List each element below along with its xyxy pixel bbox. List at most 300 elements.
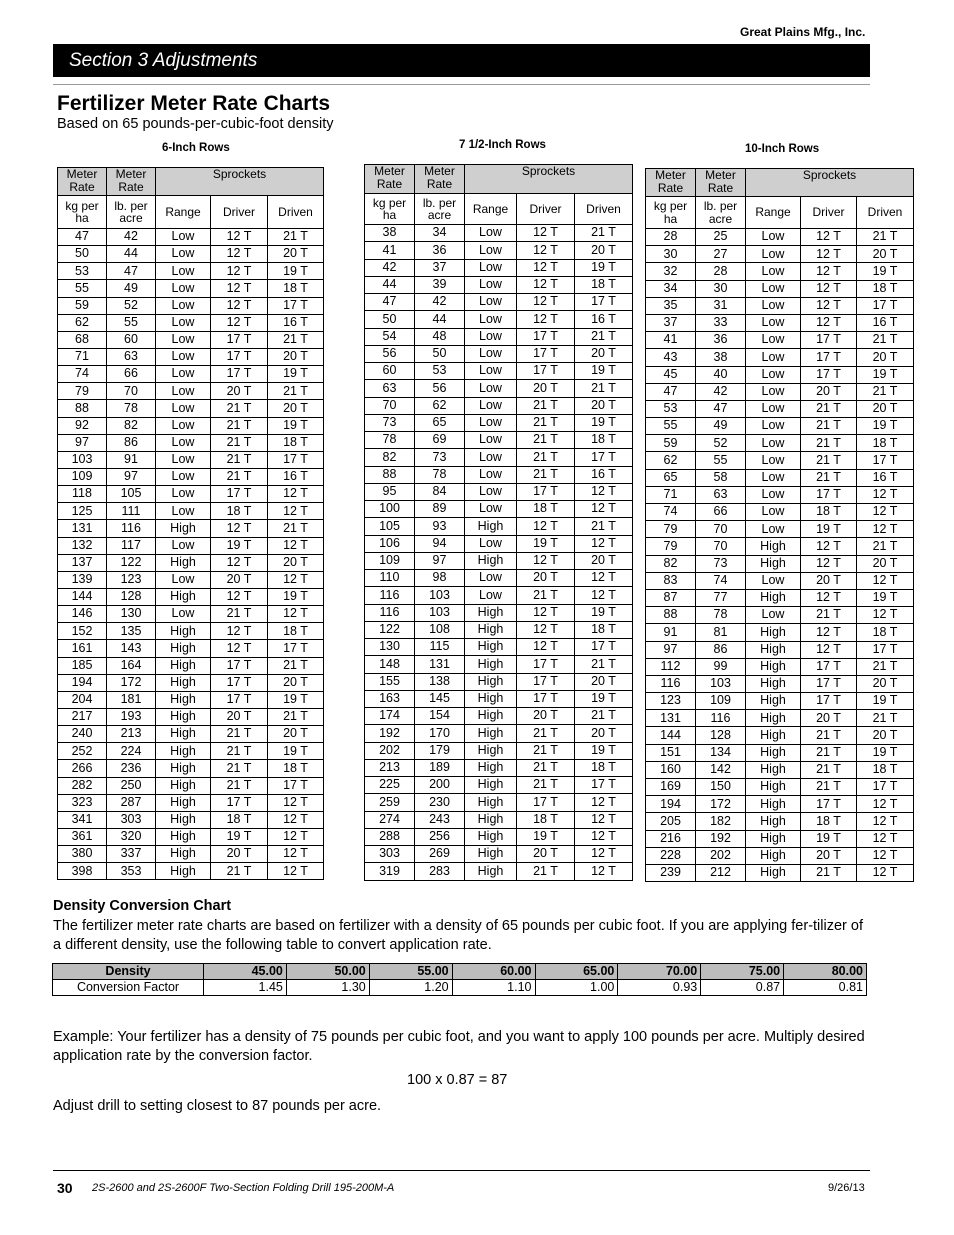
table-row <box>365 777 633 794</box>
lb-per-acre-cell: 44 <box>415 311 465 328</box>
lb-per-acre-cell: 172 <box>107 674 156 691</box>
lb-per-acre-cell: 138 <box>415 673 465 690</box>
driven-header: Driven <box>575 194 633 225</box>
table-row <box>646 314 914 331</box>
lb-per-acre-cell: 154 <box>415 708 465 725</box>
table-row <box>646 469 914 486</box>
kg-per-ha-cell: 42 <box>365 259 415 276</box>
driven-cell: 21 T <box>268 708 324 725</box>
table-row <box>365 259 633 276</box>
driver-cell: 12 T <box>211 263 268 280</box>
driven-cell: 20 T <box>575 725 633 742</box>
driver-cell: 17 T <box>801 486 857 503</box>
driver-cell: 17 T <box>801 693 857 710</box>
table-row <box>365 759 633 776</box>
driver-cell: 21 T <box>801 400 857 417</box>
range-cell: Low <box>156 417 211 434</box>
driver-cell: 12 T <box>517 276 575 293</box>
range-cell: High <box>746 830 801 847</box>
driven-cell: 20 T <box>268 246 324 263</box>
lb-per-acre-cell: 130 <box>107 606 156 623</box>
driven-cell: 18 T <box>575 621 633 638</box>
kg-per-ha-cell: 59 <box>646 435 696 452</box>
driven-cell: 20 T <box>268 348 324 365</box>
range-cell: Low <box>465 345 517 362</box>
driver-cell: 12 T <box>517 242 575 259</box>
table-row <box>646 555 914 572</box>
kg-per-ha-cell: 74 <box>646 504 696 521</box>
conversion-factor-value: 1.00 <box>535 980 618 996</box>
driver-cell: 17 T <box>517 363 575 380</box>
range-cell: Low <box>156 468 211 485</box>
page-number: 30 <box>57 1180 73 1196</box>
range-cell: Low <box>156 486 211 503</box>
range-cell: Low <box>156 263 211 280</box>
kg-per-ha-cell: 155 <box>365 673 415 690</box>
driven-cell: 12 T <box>575 863 633 880</box>
example-equation: 100 x 0.87 = 87 <box>407 1072 508 1088</box>
range-cell: High <box>746 589 801 606</box>
lb-per-acre-cell: 256 <box>415 828 465 845</box>
range-cell: High <box>465 846 517 863</box>
density-value: 45.00 <box>204 964 287 980</box>
driven-cell: 19 T <box>857 418 914 435</box>
range-cell: Low <box>465 328 517 345</box>
kg-per-ha-cell: 151 <box>646 744 696 761</box>
range-cell: High <box>746 555 801 572</box>
table-row <box>58 246 324 263</box>
density-value: 75.00 <box>701 964 784 980</box>
kg-per-ha-cell: 79 <box>58 383 107 400</box>
driven-cell: 12 T <box>857 796 914 813</box>
lb-per-acre-cell: 70 <box>107 383 156 400</box>
driver-cell: 12 T <box>211 520 268 537</box>
lb-per-acre-cell: 70 <box>696 538 746 555</box>
kg-per-ha-cell: 123 <box>646 693 696 710</box>
driven-cell: 12 T <box>268 606 324 623</box>
driven-cell: 12 T <box>268 811 324 828</box>
driver-cell: 17 T <box>211 348 268 365</box>
kg-per-ha-cell: 73 <box>365 414 415 431</box>
kg-per-ha-cell: 92 <box>58 417 107 434</box>
driver-cell: 17 T <box>211 794 268 811</box>
lb-per-acre-cell: 84 <box>415 483 465 500</box>
kg-per-ha-cell: 146 <box>58 606 107 623</box>
range-cell: Low <box>465 397 517 414</box>
kg-per-ha-cell: 78 <box>365 432 415 449</box>
driver-cell: 12 T <box>517 552 575 569</box>
lb-per-acre-cell: 303 <box>107 811 156 828</box>
kg-per-ha-cell: 74 <box>58 366 107 383</box>
kg-per-ha-cell: 38 <box>365 225 415 242</box>
driver-cell: 12 T <box>517 311 575 328</box>
header-rule <box>53 84 870 85</box>
kg-per-ha-cell: 60 <box>365 363 415 380</box>
kg-per-ha-cell: 303 <box>365 846 415 863</box>
lb-per-acre-cell: 283 <box>415 863 465 880</box>
driver-cell: 12 T <box>801 624 857 641</box>
lb-per-acre-cell: 181 <box>107 691 156 708</box>
driver-cell: 21 T <box>517 742 575 759</box>
table-row <box>365 846 633 863</box>
range-cell: Low <box>465 587 517 604</box>
sprockets-header: Sprockets <box>465 165 633 194</box>
lb-per-acre-cell: 42 <box>696 383 746 400</box>
lb-per-acre-cell: 224 <box>107 743 156 760</box>
lb-per-acre-cell: 86 <box>107 434 156 451</box>
lb-per-acre-cell: 192 <box>696 830 746 847</box>
driver-cell: 17 T <box>801 349 857 366</box>
driver-cell: 21 T <box>517 414 575 431</box>
table-row <box>646 400 914 417</box>
rate-table-7-5-inch <box>364 164 633 881</box>
driven-cell: 12 T <box>268 846 324 863</box>
driven-cell: 21 T <box>575 656 633 673</box>
driven-header: Driven <box>268 196 324 229</box>
section-header: Section 3 Adjustments <box>53 44 870 77</box>
lb-per-acre-cell: 55 <box>696 452 746 469</box>
kg-per-ha-cell: 130 <box>365 639 415 656</box>
lb-per-acre-cell: 73 <box>415 449 465 466</box>
kg-per-ha-cell: 217 <box>58 708 107 725</box>
kg-per-ha-cell: 118 <box>58 486 107 503</box>
table-row <box>646 572 914 589</box>
driven-cell: 20 T <box>575 242 633 259</box>
kg-per-ha-cell: 62 <box>58 314 107 331</box>
kg-per-ha-cell: 71 <box>58 348 107 365</box>
kg-per-ha-cell: 55 <box>646 418 696 435</box>
driver-cell: 12 T <box>517 604 575 621</box>
driver-cell: 19 T <box>211 537 268 554</box>
kg-per-ha-cell: 323 <box>58 794 107 811</box>
range-cell: Low <box>746 366 801 383</box>
kg-per-ha-cell: 32 <box>646 263 696 280</box>
driver-cell: 12 T <box>801 246 857 263</box>
table-row <box>646 813 914 830</box>
meter-rate-header: Meter Rate <box>696 169 746 197</box>
range-cell: Low <box>746 246 801 263</box>
lb-per-acre-cell: 33 <box>696 314 746 331</box>
driven-cell: 21 T <box>575 380 633 397</box>
kg-per-ha-cell: 144 <box>58 588 107 605</box>
kg-per-ha-cell: 160 <box>646 761 696 778</box>
range-cell: High <box>156 846 211 863</box>
page-subtitle: Based on 65 pounds-per-cubic-foot density <box>57 116 334 132</box>
kg-per-ha-cell: 112 <box>646 658 696 675</box>
conversion-factor-value: 0.87 <box>701 980 784 996</box>
kg-per-ha-cell: 380 <box>58 846 107 863</box>
table-row <box>58 863 324 880</box>
range-cell: High <box>746 710 801 727</box>
table-row <box>58 811 324 828</box>
driver-cell: 21 T <box>211 606 268 623</box>
kg-per-ha-cell: 116 <box>365 604 415 621</box>
driven-cell: 16 T <box>575 466 633 483</box>
table-row <box>58 846 324 863</box>
lb-per-acre-cell: 135 <box>107 623 156 640</box>
lb-per-acre-cell: 44 <box>107 246 156 263</box>
lb-per-acre-cell: 53 <box>415 363 465 380</box>
driven-cell: 17 T <box>857 779 914 796</box>
table-row <box>646 658 914 675</box>
kg-per-ha-cell: 194 <box>646 796 696 813</box>
lb-per-acre-cell: 170 <box>415 725 465 742</box>
table-row <box>58 400 324 417</box>
table-row <box>365 535 633 552</box>
document-title: 2S-2600 and 2S-2600F Two-Section Folding Drill 195-200M-A <box>92 1182 395 1194</box>
range-cell: High <box>156 794 211 811</box>
driven-cell: 17 T <box>575 294 633 311</box>
density-row <box>53 964 867 980</box>
table-row <box>646 693 914 710</box>
range-cell: Low <box>465 294 517 311</box>
driver-cell: 12 T <box>801 314 857 331</box>
density-value: 60.00 <box>452 964 535 980</box>
lb-per-acre-cell: 77 <box>696 589 746 606</box>
driver-cell: 12 T <box>801 280 857 297</box>
table-row <box>58 623 324 640</box>
lb-per-acre-cell: 56 <box>415 380 465 397</box>
table-row <box>58 520 324 537</box>
kg-per-ha-cell: 174 <box>365 708 415 725</box>
driven-cell: 21 T <box>268 229 324 246</box>
table-row <box>646 383 914 400</box>
table-row <box>646 263 914 280</box>
kg-per-ha-cell: 47 <box>58 229 107 246</box>
lb-per-acre-cell: 69 <box>415 432 465 449</box>
table-row <box>58 828 324 845</box>
lb-per-acre-cell: 37 <box>415 259 465 276</box>
driven-cell: 18 T <box>857 435 914 452</box>
lb-per-acre-cell: 55 <box>107 314 156 331</box>
driver-cell: 12 T <box>211 246 268 263</box>
driver-cell: 21 T <box>517 863 575 880</box>
driver-cell: 12 T <box>517 621 575 638</box>
range-cell: High <box>746 538 801 555</box>
driven-cell: 18 T <box>268 623 324 640</box>
table-row <box>58 640 324 657</box>
range-cell: Low <box>465 276 517 293</box>
range-cell: High <box>746 847 801 864</box>
driven-cell: 19 T <box>268 743 324 760</box>
driver-cell: 19 T <box>517 828 575 845</box>
kg-per-ha-cell: 125 <box>58 503 107 520</box>
table-row <box>365 811 633 828</box>
driven-cell: 21 T <box>857 332 914 349</box>
range-cell: Low <box>156 297 211 314</box>
table-row <box>365 432 633 449</box>
lb-per-acre-cell: 103 <box>415 587 465 604</box>
driver-cell: 20 T <box>801 383 857 400</box>
range-cell: High <box>156 743 211 760</box>
driver-cell: 12 T <box>517 294 575 311</box>
range-cell: High <box>746 641 801 658</box>
driver-cell: 17 T <box>211 674 268 691</box>
kg-per-ha-cell: 109 <box>365 552 415 569</box>
driven-cell: 12 T <box>857 607 914 624</box>
kg-per-ha-cell: 100 <box>365 501 415 518</box>
table-row <box>646 675 914 692</box>
driver-cell: 21 T <box>801 469 857 486</box>
range-cell: Low <box>156 246 211 263</box>
table-row <box>58 486 324 503</box>
driven-cell: 19 T <box>268 263 324 280</box>
kg-per-ha-cell: 122 <box>365 621 415 638</box>
range-cell: High <box>156 708 211 725</box>
range-cell: Low <box>746 297 801 314</box>
kg-per-ha-cell: 109 <box>58 468 107 485</box>
driven-cell: 12 T <box>857 486 914 503</box>
driver-cell: 21 T <box>517 397 575 414</box>
lb-per-acre-cell: 117 <box>107 537 156 554</box>
kg-per-ha-cell: 161 <box>58 640 107 657</box>
kg-per-ha-cell: 169 <box>646 779 696 796</box>
driven-cell: 12 T <box>575 570 633 587</box>
driver-cell: 17 T <box>801 332 857 349</box>
driver-cell: 12 T <box>211 280 268 297</box>
lb-per-acre-cell: 65 <box>415 414 465 431</box>
table-row <box>365 725 633 742</box>
driver-cell: 21 T <box>801 779 857 796</box>
kg-per-ha-cell: 228 <box>646 847 696 864</box>
table-row <box>58 691 324 708</box>
range-header: Range <box>465 194 517 225</box>
lb-per-acre-cell: 99 <box>696 658 746 675</box>
lb-per-acre-cell: 47 <box>696 400 746 417</box>
meter-rate-header: Meter Rate <box>646 169 696 197</box>
table-title-7-5-inch: 7 1/2-Inch Rows <box>459 139 546 151</box>
range-cell: High <box>465 673 517 690</box>
lb-per-acre-cell: 134 <box>696 744 746 761</box>
driven-cell: 12 T <box>268 537 324 554</box>
driver-cell: 12 T <box>801 589 857 606</box>
sprockets-header: Sprockets <box>156 168 324 196</box>
kg-per-ha-cell: 152 <box>58 623 107 640</box>
driven-cell: 20 T <box>857 349 914 366</box>
driver-cell: 12 T <box>801 263 857 280</box>
lb-per-acre-cell: 74 <box>696 572 746 589</box>
lb-per-acre-header: lb. per acre <box>696 197 746 229</box>
kg-per-ha-cell: 88 <box>58 400 107 417</box>
table-row <box>365 621 633 638</box>
driver-header: Driver <box>801 197 857 229</box>
kg-per-ha-cell: 105 <box>365 518 415 535</box>
lb-per-acre-cell: 89 <box>415 501 465 518</box>
driver-cell: 21 T <box>517 466 575 483</box>
kg-per-ha-cell: 79 <box>646 538 696 555</box>
kg-per-ha-cell: 225 <box>365 777 415 794</box>
lb-per-acre-cell: 103 <box>696 675 746 692</box>
lb-per-acre-cell: 93 <box>415 518 465 535</box>
table-row <box>58 263 324 280</box>
table-row <box>646 779 914 796</box>
table-row <box>646 452 914 469</box>
table-row <box>365 639 633 656</box>
table-row <box>365 449 633 466</box>
driven-cell: 20 T <box>857 727 914 744</box>
table-row <box>58 554 324 571</box>
driven-cell: 12 T <box>268 503 324 520</box>
company-name: Great Plains Mfg., Inc. <box>740 25 866 39</box>
driver-header: Driver <box>517 194 575 225</box>
range-cell: High <box>746 744 801 761</box>
driven-cell: 12 T <box>268 794 324 811</box>
kg-per-ha-cell: 116 <box>646 675 696 692</box>
density-value: 50.00 <box>286 964 369 980</box>
table-row <box>58 674 324 691</box>
lb-per-acre-cell: 39 <box>415 276 465 293</box>
lb-per-acre-cell: 58 <box>696 469 746 486</box>
driver-cell: 21 T <box>211 726 268 743</box>
range-cell: Low <box>465 414 517 431</box>
conversion-factor-value: 1.45 <box>204 980 287 996</box>
kg-per-ha-cell: 110 <box>365 570 415 587</box>
lb-per-acre-cell: 36 <box>415 242 465 259</box>
lb-per-acre-cell: 115 <box>415 639 465 656</box>
range-cell: High <box>156 777 211 794</box>
range-cell: High <box>156 588 211 605</box>
table-row <box>646 727 914 744</box>
range-cell: High <box>156 554 211 571</box>
table-row <box>365 690 633 707</box>
range-cell: Low <box>156 571 211 588</box>
driver-cell: 17 T <box>801 796 857 813</box>
kg-per-ha-cell: 65 <box>646 469 696 486</box>
kg-per-ha-cell: 239 <box>646 864 696 881</box>
kg-per-ha-cell: 59 <box>58 297 107 314</box>
driver-cell: 18 T <box>517 811 575 828</box>
conversion-factor-label: Conversion Factor <box>53 980 204 996</box>
range-cell: Low <box>746 607 801 624</box>
kg-per-ha-cell: 63 <box>365 380 415 397</box>
kg-per-ha-header: kg per ha <box>646 197 696 229</box>
range-cell: High <box>746 761 801 778</box>
kg-per-ha-cell: 319 <box>365 863 415 880</box>
table-row <box>646 349 914 366</box>
kg-per-ha-cell: 41 <box>365 242 415 259</box>
lb-per-acre-cell: 109 <box>696 693 746 710</box>
table-row <box>365 363 633 380</box>
table-row <box>365 570 633 587</box>
lb-per-acre-cell: 128 <box>107 588 156 605</box>
density-label: Density <box>53 964 204 980</box>
kg-per-ha-cell: 288 <box>365 828 415 845</box>
range-cell: Low <box>746 314 801 331</box>
driver-cell: 21 T <box>211 743 268 760</box>
kg-per-ha-cell: 106 <box>365 535 415 552</box>
driven-cell: 12 T <box>857 813 914 830</box>
driven-cell: 19 T <box>575 259 633 276</box>
table-row <box>58 606 324 623</box>
driver-cell: 19 T <box>517 535 575 552</box>
lb-per-acre-cell: 78 <box>107 400 156 417</box>
range-cell: High <box>465 794 517 811</box>
kg-per-ha-cell: 87 <box>646 589 696 606</box>
table-row <box>365 673 633 690</box>
kg-per-ha-cell: 213 <box>365 759 415 776</box>
lb-per-acre-cell: 36 <box>696 332 746 349</box>
lb-per-acre-cell: 103 <box>415 604 465 621</box>
density-conversion-table <box>52 963 867 996</box>
driven-cell: 12 T <box>575 846 633 863</box>
conversion-factor-value: 1.30 <box>286 980 369 996</box>
driven-cell: 17 T <box>575 449 633 466</box>
kg-per-ha-cell: 62 <box>646 452 696 469</box>
table-row <box>646 761 914 778</box>
kg-per-ha-cell: 216 <box>646 830 696 847</box>
lb-per-acre-cell: 91 <box>107 451 156 468</box>
table-row <box>365 276 633 293</box>
